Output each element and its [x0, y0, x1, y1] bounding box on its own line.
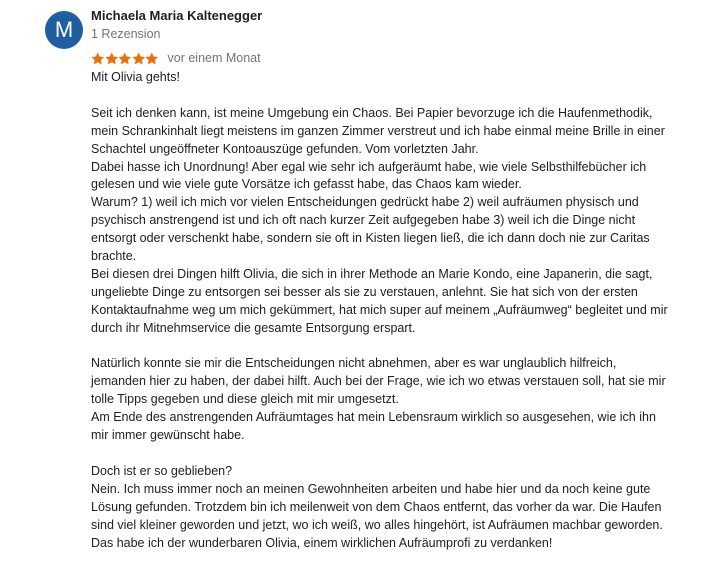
review-line: mein Schrankinhalt liegt meistens im ganzen Zimmer verstreut und ich habe einmal meine Brille in einer — [91, 123, 665, 138]
review-line: jemanden hier zu haben, der dabei hilft. Auch bei der Frage, wie ich wo etwas verstauen soll, hat sie mir — [91, 374, 666, 389]
review-paragraph — [91, 355, 703, 445]
review-line: entsorgt oder verschenkt habe, sondern sie oft in Kisten liegen ließ, die ich dann doch nie zur Caritas — [91, 231, 650, 246]
star-icon — [132, 52, 146, 65]
review-line: ungeliebte Dinge zu entsorgen sei besser als sie zu verstauen, anlehnt. Sie hat sich von der ersten — [91, 284, 638, 299]
review-line: Bei diesen drei Dingen hilft Olivia, die sich in ihrer Methode an Marie Kondo, eine Japanerin, die sagt, — [91, 266, 653, 281]
star-rating — [91, 52, 159, 65]
review-line: sind viel kleiner geworden und jetzt, wo ich weiß, wo alles hingehört, ist Aufräumen machbar geworden. — [91, 517, 663, 532]
avatar[interactable]: M — [45, 11, 83, 49]
star-icon — [145, 52, 159, 65]
review-line: mir immer gewünscht habe. — [91, 428, 245, 443]
review-line: Schachtel ungeöffneter Kontoauszüge gefunden. Vom vorletzten Jahr. — [91, 141, 479, 156]
review-line: Nein. Ich muss immer noch an meinen Gewohnheiten arbeiten und habe hier und da noch keine gute — [91, 481, 651, 496]
review-line: gelesen und wie viele gute Vorsätze ich gefasst habe, das Chaos kam wieder. — [91, 177, 522, 192]
review-paragraph — [91, 463, 703, 553]
star-icon — [105, 52, 119, 65]
review-line: Lösung gefunden. Trotzdem bin ich meilenweit von dem Chaos entfernt, das vorher da war. Die Haufen — [91, 499, 662, 514]
review-line: Natürlich konnte sie mir die Entscheidungen nicht abnehmen, aber es war unglaublich hilfreich, — [91, 356, 617, 371]
paragraph-spacer — [91, 445, 703, 463]
review-text — [91, 69, 703, 552]
review-line: brachte. — [91, 249, 137, 264]
star-icon — [118, 52, 132, 65]
review-line: durch ihr Mitnehmservice die gesamte Entsorgung erspart. — [91, 320, 416, 335]
paragraph-spacer — [91, 338, 703, 356]
review-line: psychisch anstrengend ist und ich oft nach kurzer Zeit aufgegeben habe 3) weil ich die Dinge nicht — [91, 213, 636, 228]
review-line: Am Ende des anstrengenden Aufräumtages hat mein Lebensraum wirklich so ausgesehen, wie ich ihn — [91, 410, 656, 425]
review-line: Warum? 1) weil ich mich vor vielen Entscheidungen gedrückt habe 2) weil aufräumen physisch und — [91, 195, 639, 210]
star-icon — [91, 52, 105, 65]
author-review-count: 1 Rezension — [91, 27, 161, 41]
review-line: Doch ist er so geblieben? — [91, 463, 233, 478]
review-line: Das habe ich der wunderbaren Olivia, einem wirklichen Aufräumprofi zu verdanken! — [91, 535, 553, 550]
review-line: Kontaktaufnahme weg um mich gekümmert, hat mich super auf meinem „Aufräumweg“ begleitet und mir — [91, 302, 668, 317]
review-line: Mit Olivia gehts! — [91, 70, 180, 84]
paragraph-spacer — [91, 87, 703, 105]
review-line: Seit ich denken kann, ist meine Umgebung ein Chaos. Bei Papier bevorzuge ich die Haufenmethodik, — [91, 105, 653, 120]
review-paragraph — [91, 69, 703, 87]
review-line: tolle Tipps gegeben und diese gleich mit mir umgesetzt. — [91, 392, 399, 407]
author-name[interactable]: Michaela Maria Kaltenegger — [91, 8, 263, 23]
review-line: Dabei hasse ich Unordnung! Aber egal wie sehr ich aufgeräumt habe, wie viele Selbsthilfebücher ich — [91, 159, 647, 174]
review-paragraph — [91, 105, 703, 338]
review-date: vor einem Monat — [167, 51, 261, 65]
rating-row — [91, 50, 261, 66]
